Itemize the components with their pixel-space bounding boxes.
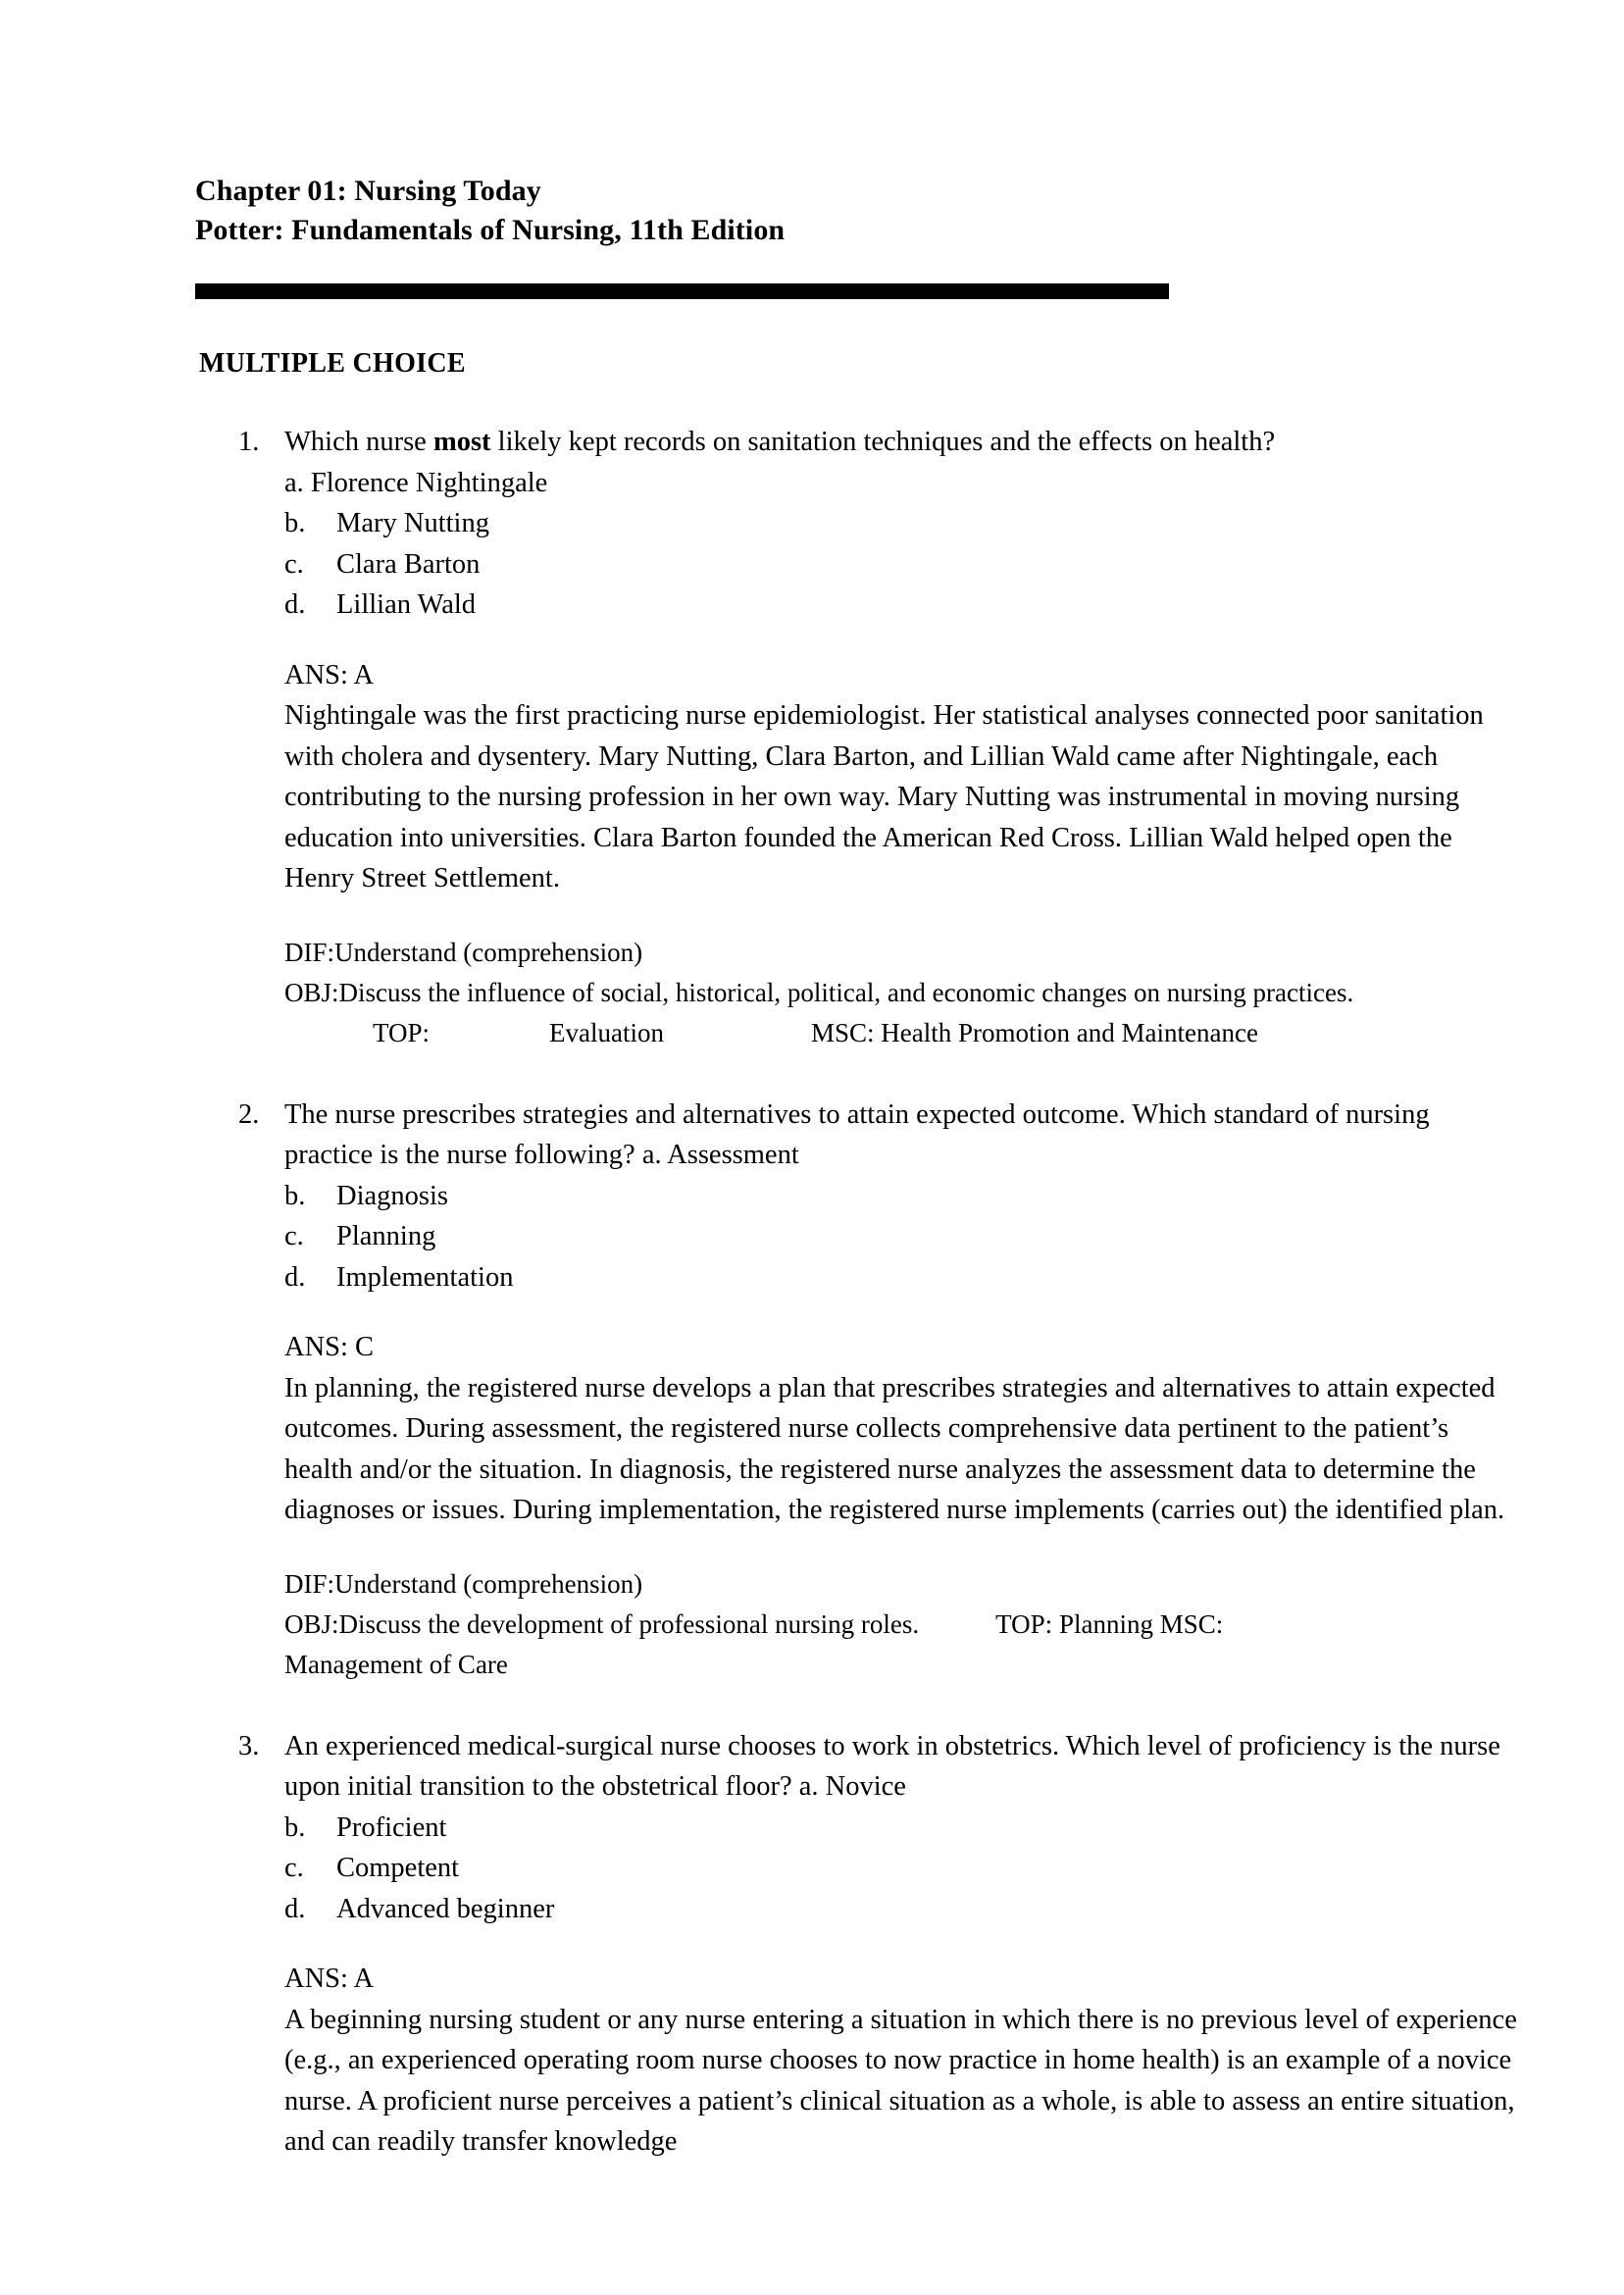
metadata-obj: OBJ:Discuss the influence of social, historical, political, and economic changes on nursing practices.: [284, 977, 1354, 1007]
metadata-msc: MSC:: [1159, 1608, 1224, 1639]
answer-key: ANS: A: [284, 1964, 375, 1994]
header-divider-rule: [195, 283, 1169, 299]
question-number: 2.: [238, 1098, 260, 1130]
answer-key: ANS: C: [284, 1332, 375, 1362]
option-list: [0, 463, 1624, 626]
questions-container: [0, 422, 1624, 2163]
option-b-letter: b.: [284, 1180, 306, 1211]
option-d-text: Lillian Wald: [336, 589, 477, 620]
metadata-msc: MSC: Health Promotion and Maintenance: [811, 1017, 1258, 1047]
option-d-letter: d.: [284, 589, 306, 620]
metadata-obj: OBJ:Discuss the development of professional nursing roles.: [284, 1608, 920, 1639]
block-spacer: [0, 1685, 1624, 1726]
option-item-d[interactable]: [0, 1257, 1624, 1299]
question-stem: [0, 1726, 1624, 1808]
option-d-text: Implementation: [336, 1261, 514, 1293]
metadata-dif: DIF:Understand (comprehension): [284, 937, 643, 967]
question-stem-pre: The nurse prescribes strategies and alternatives to attain expected outcome. Which standard of nursing practice is the nurse following? a. Assessment: [284, 1098, 1430, 1170]
option-item-d[interactable]: [0, 1889, 1624, 1930]
answer-rationale: Nightingale was the first practicing nurse epidemiologist. Her statistical analyses connected poor sanitation with cholera and dysentery. Mary Nutting, Clara Barton, and Lillian Wald came after Nightingale, each contributing to the nursing profession in her own way. Mary Nutting was instrumental in moving nursing education into universities. Clara Barton founded the American Red Cross. Lillian Wald helped open the Henry Street Settlement.: [284, 700, 1484, 893]
answer-rationale: A beginning nursing student or any nurse entering a situation in which there is no previous level of experience (e.g., an experienced operating room nurse chooses to now practice in home health) is an example of a novice nurse. A proficient nurse perceives a patient’s clinical situation as a whole, is able to assess an entire situation, and can readily transfer knowledge: [284, 2004, 1517, 2157]
question-stem-post: likely kept records on sanitation techniques and the effects on health?: [490, 427, 1276, 457]
question-stem-pre: Which nurse: [284, 427, 433, 457]
question-number: 3.: [238, 1730, 260, 1761]
metadata-top-label: TOP:: [995, 1608, 1053, 1639]
option-item-b[interactable]: [0, 1808, 1624, 1849]
option-b-text: Proficient: [336, 1811, 447, 1843]
question-stem: [0, 1095, 1624, 1176]
metadata-obj-top-msc: [284, 1605, 1518, 1645]
question-block: [0, 422, 1624, 1053]
question-stem-pre: An experienced medical-surgical nurse chooses to work in obstetrics. Which level of proficiency is the nurse upon initial transition to the obstetrical floor? a. Novice: [284, 1730, 1500, 1802]
option-c-text: Clara Barton: [336, 548, 481, 580]
option-item-c[interactable]: [0, 1216, 1624, 1257]
answer-key: ANS: A: [284, 659, 375, 690]
option-item-c[interactable]: [0, 1848, 1624, 1889]
option-item-c[interactable]: [0, 544, 1624, 586]
option-item-d[interactable]: [0, 585, 1624, 626]
metadata-top-value: Evaluation: [549, 1017, 664, 1047]
option-d-letter: d.: [284, 1893, 306, 1924]
metadata-top-value: Planning: [1058, 1608, 1153, 1639]
question-block: [0, 1095, 1624, 1685]
question-number: 1.: [238, 427, 260, 457]
chapter-title: Chapter 01: Nursing Today: [195, 175, 541, 207]
option-c-letter: c.: [284, 1853, 304, 1883]
document-header: [195, 172, 1372, 250]
option-d-text: Advanced beginner: [336, 1893, 555, 1924]
option-b-letter: b.: [284, 508, 306, 538]
option-item-a[interactable]: [0, 463, 1624, 504]
metadata-msc-continuation: Management of Care: [284, 1649, 508, 1679]
question-stem: [0, 422, 1624, 463]
metadata-top-msc: [284, 1013, 1518, 1053]
option-list: [0, 1176, 1624, 1299]
question-stem-emphasis: most: [432, 427, 491, 457]
option-c-text: Competent: [336, 1853, 460, 1883]
question-metadata: [0, 933, 1624, 1053]
option-d-letter: d.: [284, 1261, 306, 1293]
book-title: Potter: Fundamentals of Nursing, 11th Edition: [195, 213, 786, 246]
option-list: [0, 1808, 1624, 1930]
question-metadata: [0, 1564, 1624, 1685]
option-c-letter: c.: [284, 548, 304, 580]
option-b-text: Mary Nutting: [336, 508, 489, 538]
option-item-b[interactable]: [0, 1176, 1624, 1217]
option-a-text: a. Florence Nightingale: [284, 467, 548, 498]
option-c-letter: c.: [284, 1221, 304, 1251]
option-b-text: Diagnosis: [336, 1180, 448, 1211]
question-block: [0, 1726, 1624, 2163]
section-heading-multiple-choice: MULTIPLE CHOICE: [199, 348, 466, 379]
answer-rationale: In planning, the registered nurse develops a plan that prescribes strategies and alternatives to attain expected outcomes. During assessment, the registered nurse collects comprehensive data pertinent to the patient’s health and/or the situation. In diagnosis, the registered nurse analyzes the assessment data to determine the diagnoses or issues. During implementation, the registered nurse implements (carries out) the identified plan.: [284, 1372, 1505, 1525]
block-spacer: [0, 1053, 1624, 1095]
metadata-top-label: TOP:: [373, 1017, 431, 1047]
metadata-dif: DIF:Understand (comprehension): [284, 1568, 643, 1599]
option-item-b[interactable]: [0, 503, 1624, 544]
option-b-letter: b.: [284, 1811, 306, 1843]
option-c-text: Planning: [336, 1221, 436, 1251]
